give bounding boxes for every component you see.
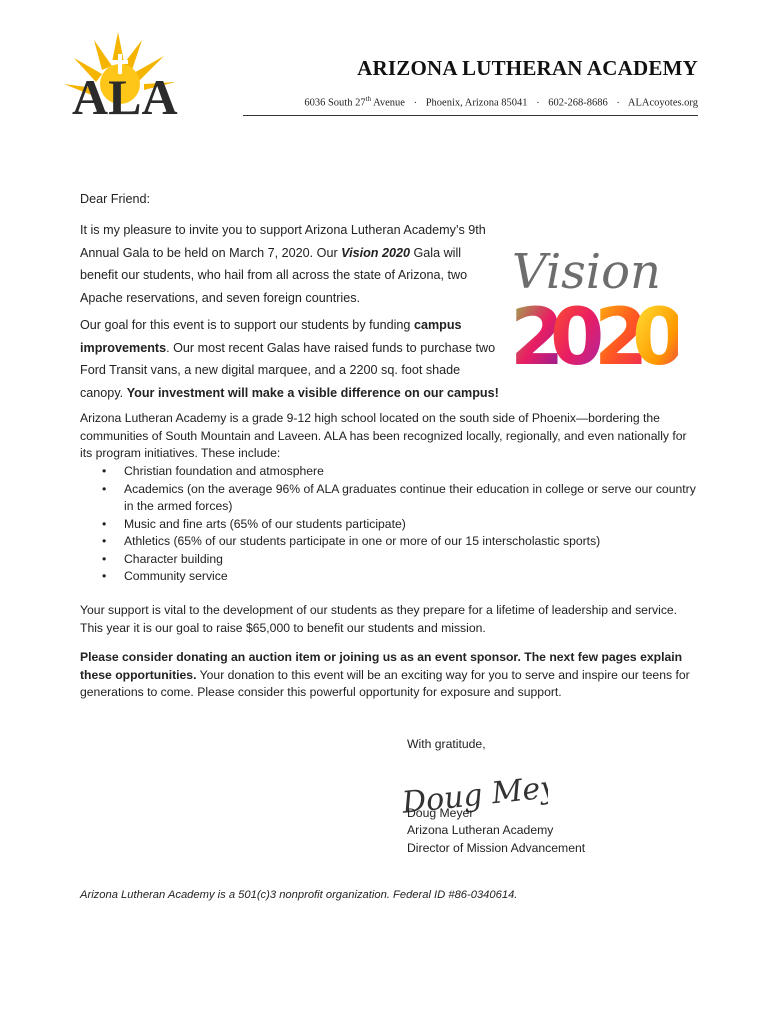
separator: · [616,97,620,109]
vision-digit: 0 [550,293,605,374]
list-item: • Character building [80,551,696,569]
p1-text: Gala will benefit our students, who hail from all across the state of Arizona, two Apache reservations, and seven foreign countries. [80,245,468,305]
phone-number: 602-268-8686 [548,97,608,109]
website-link[interactable]: ALAcoyotes.org [627,97,698,109]
address-number: 6036 South 27 [304,97,366,109]
cross-horizontal [112,60,128,64]
address-city: Phoenix, Arizona 85041 [425,97,528,109]
nonprofit-footer-note: Arizona Lutheran Academy is a 501(c)3 nonprofit organization. Federal ID #86-0340614. [80,889,518,901]
separator: · [536,97,540,109]
visible-difference-emphasis: Your investment will make a visible difference on our campus! [126,385,499,400]
logo-text: ALA [72,69,178,120]
separator: · [413,97,418,109]
closing: With gratitude, [407,737,486,751]
p2-text: . Our most recent Galas have raised funds to purchase two Ford Transit vans, a new digital marquee, and a 2200 sq. foot shade canopy. [80,340,496,400]
signer-title: Director of Mission Advancement [407,841,586,855]
org-address-line [250,95,698,109]
list-item: • Athletics (65% of our students participate in one or more of our 15 interscholastic sports) [80,533,696,551]
vision-2020-logo [508,228,678,374]
signer-organization: Arizona Lutheran Academy [407,823,554,837]
program-list [80,463,696,586]
list-item: • Christian foundation and atmosphere [80,463,696,481]
sponsor-emphasis: Please consider donating an auction item or joining us as an event sponsor. The next few pages explain these opportunities. [80,650,683,682]
signer-name: Doug Meyer [407,806,474,820]
header-rule [243,115,698,116]
paragraph-2 [80,314,500,404]
list-item: • Academics (on the average 96% of ALA graduates continue their education in college or serve our country in the armed forces) [80,481,696,516]
ala-sun-logo-icon [60,28,240,120]
org-name: ARIZONA LUTHERAN ACADEMY [357,56,698,80]
list-item: • Music and fine arts (65% of our students participate) [80,516,696,534]
svg-text:Doug Meyer: Doug Meyer [400,766,548,821]
paragraph-4: Your support is vital to the development of our students as they prepare for a lifetime of leadership and service. This year it is our goal to raise $65,000 to benefit our students and mission. [80,603,678,635]
paragraph-1 [80,219,500,309]
list-item: • Community service [80,568,696,586]
address-sup: th [365,95,372,103]
p5-text: Your donation to this event will be an exciting way for you to serve and inspire our teens for generations to come. Please consider this powerful opportunity for exposure and support. [80,667,690,699]
vision-word: Vision [512,244,661,300]
paragraph-3: Arizona Lutheran Academy is a grade 9-12 high school located on the south side of Phoenix—bordering the communities of South Mountain and Laveen. ALA has been recognized locally, regionally, and even nationally for its program initiatives. These include: [80,411,687,460]
vision-digit: 2 [594,293,649,374]
p1-text: It is my pleasure to invite you to support Arizona Lutheran Academy’s 9th Annual Gala to be held on March 7, 2020. Our [80,223,486,260]
vision-digit: 2 [510,293,565,374]
campus-improvements-emphasis: campus improvements [80,318,462,355]
ala-logo [60,28,240,120]
greeting: Dear Friend: [80,192,150,206]
vision-digit: 0 [632,293,678,374]
address-street: Avenue [371,97,405,109]
vision-2020-emphasis: Vision 2020 [341,245,410,260]
paragraph-5 [80,649,696,702]
p2-text: Our goal for this event is to support our students by funding [80,318,414,332]
